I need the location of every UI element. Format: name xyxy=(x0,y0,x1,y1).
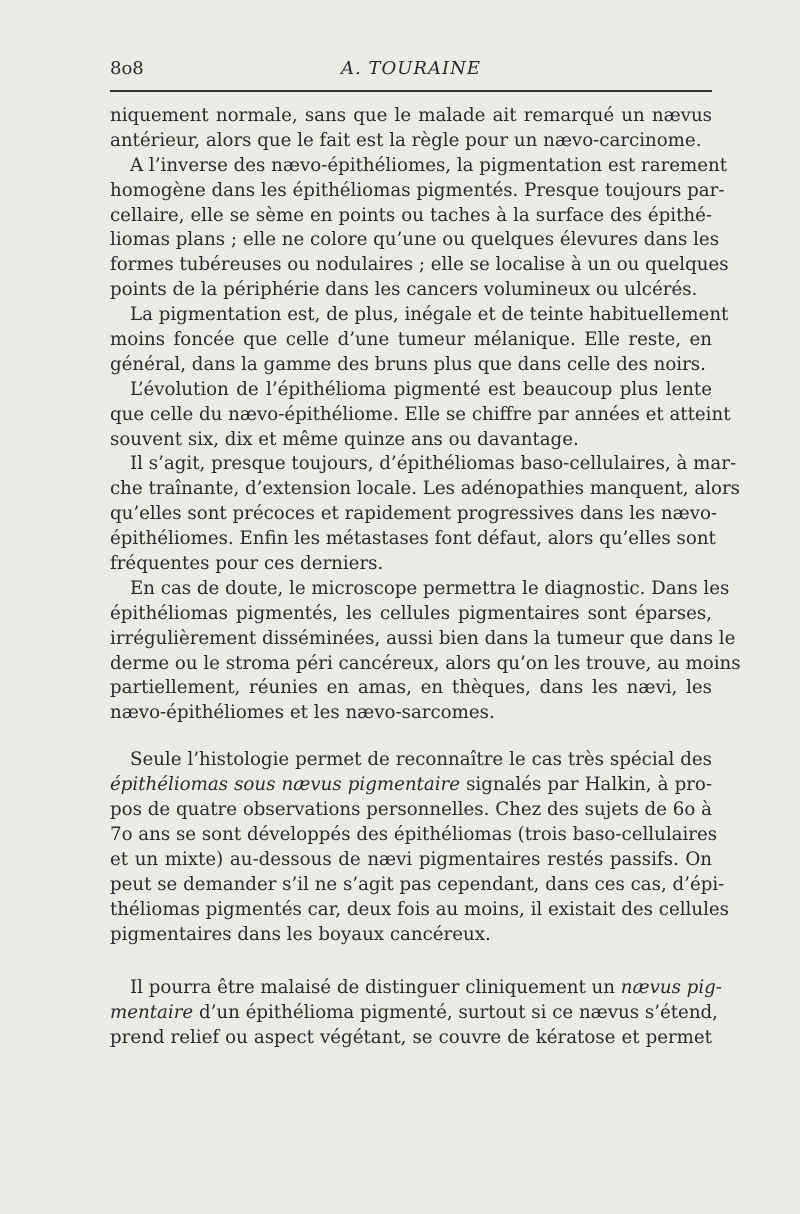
text-segment: L’évolution de l’épithélioma pigmenté est beaucoup plus lente xyxy=(130,378,712,400)
text-segment: irrégulièrement disséminées, aussi bien dans la tumeur que dans le xyxy=(110,627,736,649)
text-segment: prend relief ou aspect végétant, se couvre de kératose et permet xyxy=(110,1027,712,1049)
text-segment: derme ou le stroma péri cancéreux, alors qu’on les trouve, au moins xyxy=(110,652,741,674)
text-line xyxy=(110,353,712,378)
text-segment: fréquentes pour ces derniers. xyxy=(110,553,384,575)
text-segment: signalés par Halkin, à pro- xyxy=(460,774,713,796)
paragraph xyxy=(110,577,741,726)
text-line xyxy=(110,328,712,353)
paragraph xyxy=(110,748,729,947)
text-line xyxy=(110,773,712,798)
italic-text: mentaire xyxy=(110,1002,194,1024)
text-line xyxy=(110,104,712,129)
text-line xyxy=(110,179,725,204)
text-segment: niquement normale, sans que le malade ait remarqué un nævus xyxy=(110,105,712,126)
text-segment: que celle du nævo-épithéliome. Elle se chiffre par années et atteint xyxy=(110,403,731,425)
running-head: A. TOURAINE xyxy=(341,58,481,79)
paragraph xyxy=(110,104,712,154)
text-segment: formes tubéreuses ou nodulaires ; elle se localise à un ou quelques xyxy=(110,254,729,276)
text-segment: En cas de doute, le microscope permettra le diagnostic. Dans les xyxy=(130,577,730,599)
italic-text: épithéliomas sous nævus pigmentaire xyxy=(110,774,460,796)
text-segment: souvent six, dix et même quinze ans ou davantage. xyxy=(110,428,579,450)
text-line xyxy=(110,627,736,652)
text-line xyxy=(110,428,712,453)
text-segment: Seule l’histologie permet de reconnaître le cas très spécial des xyxy=(130,749,712,771)
page-header xyxy=(110,58,712,84)
body-text xyxy=(110,104,741,1051)
header-rule xyxy=(110,90,712,92)
text-segment: pigmentaires dans les boyaux cancéreux. xyxy=(110,923,491,945)
text-segment: moins foncée que celle d’une tumeur mélanique. Elle reste, en xyxy=(110,329,712,351)
text-line xyxy=(110,452,737,477)
text-line xyxy=(110,652,741,677)
text-line xyxy=(110,823,718,848)
text-segment: partiellement, réunies en amas, en thèques, dans les nævi, les xyxy=(110,677,712,699)
text-segment: cellaire, elle se sème en points ou taches à la surface des épithé- xyxy=(110,204,712,226)
text-segment: La pigmentation est, de plus, inégale et de teinte habituellement xyxy=(130,304,729,326)
text-segment: homogène dans les épithéliomas pigmentés. Presque toujours par- xyxy=(110,179,725,201)
text-line xyxy=(110,748,712,773)
text-line xyxy=(110,602,712,627)
text-segment: che traînante, d’extension locale. Les adénopathies manquent, alors xyxy=(110,478,740,500)
paragraph xyxy=(110,154,729,303)
text-segment: Il pourra être malaisé de distinguer cliniquement un xyxy=(130,977,621,999)
text-segment: pos de quatre observations personnelles. Chez des sujets de 6o à xyxy=(110,799,712,821)
text-segment: nævo-épithéliomes et les nævo-sarcomes. xyxy=(110,702,495,724)
text-line xyxy=(110,303,729,328)
paragraph xyxy=(110,303,729,378)
text-line xyxy=(110,552,712,577)
text-line xyxy=(110,873,725,898)
text-line xyxy=(110,204,712,229)
text-line xyxy=(110,1001,718,1026)
text-line xyxy=(110,278,712,303)
text-line xyxy=(110,1026,712,1051)
text-segment: théliomas pigmentés car, deux fois au moins, il existait des cellules xyxy=(110,898,729,920)
text-line xyxy=(110,129,712,154)
text-line xyxy=(110,848,712,873)
text-line xyxy=(110,898,729,923)
text-segment: antérieur, alors que le fait est la règle pour un nævo-carcinome. xyxy=(110,129,702,151)
text-segment: 7o ans se sont développés des épithéliomas (trois baso-cellulaires xyxy=(110,823,718,845)
text-segment: liomas plans ; elle ne colore qu’une ou quelques élevures dans les xyxy=(110,229,720,251)
paragraph-gap xyxy=(110,726,712,748)
text-line xyxy=(110,477,740,502)
text-line xyxy=(110,923,712,948)
text-line xyxy=(110,577,730,602)
text-line xyxy=(110,976,722,1001)
text-segment: points de la périphérie dans les cancers volumineux ou ulcérés. xyxy=(110,279,698,301)
text-segment: et un mixte) au-dessous de nævi pigmentaires restés passifs. On xyxy=(110,848,712,870)
text-segment: Il s’agit, presque toujours, d’épithéliomas baso-cellulaires, à mar- xyxy=(130,453,737,475)
text-line xyxy=(110,676,712,701)
text-segment: peut se demander s’il ne s’agit pas cependant, dans ces cas, d’épi- xyxy=(110,873,725,895)
text-segment: général, dans la gamme des bruns plus que dans celle des noirs. xyxy=(110,353,706,375)
text-line xyxy=(110,798,712,823)
text-segment: qu’elles sont précoces et rapidement progressives dans les nævo- xyxy=(110,503,718,525)
page-number: 8o8 xyxy=(110,58,144,79)
text-line xyxy=(110,527,716,552)
text-line xyxy=(110,701,712,726)
paragraph-gap xyxy=(110,947,712,976)
paragraph xyxy=(110,452,740,576)
text-segment: épithéliomas pigmentés, les cellules pigmentaires sont éparses, xyxy=(110,602,712,624)
text-line xyxy=(110,154,728,179)
text-segment: A l’inverse des nævo-épithéliomes, la pigmentation est rarement xyxy=(130,154,728,176)
text-line xyxy=(110,502,718,527)
text-line xyxy=(110,403,731,428)
text-segment: d’un épithélioma pigmenté, surtout si ce nævus s’étend, xyxy=(193,1002,718,1024)
text-segment: épithéliomes. Enfin les métastases font défaut, alors qu’elles sont xyxy=(110,528,716,550)
text-line xyxy=(110,228,720,253)
text-line xyxy=(110,253,729,278)
paragraph xyxy=(110,378,731,453)
paragraph xyxy=(110,976,722,1051)
italic-text: nævus pig- xyxy=(620,977,722,999)
text-line xyxy=(110,378,712,403)
